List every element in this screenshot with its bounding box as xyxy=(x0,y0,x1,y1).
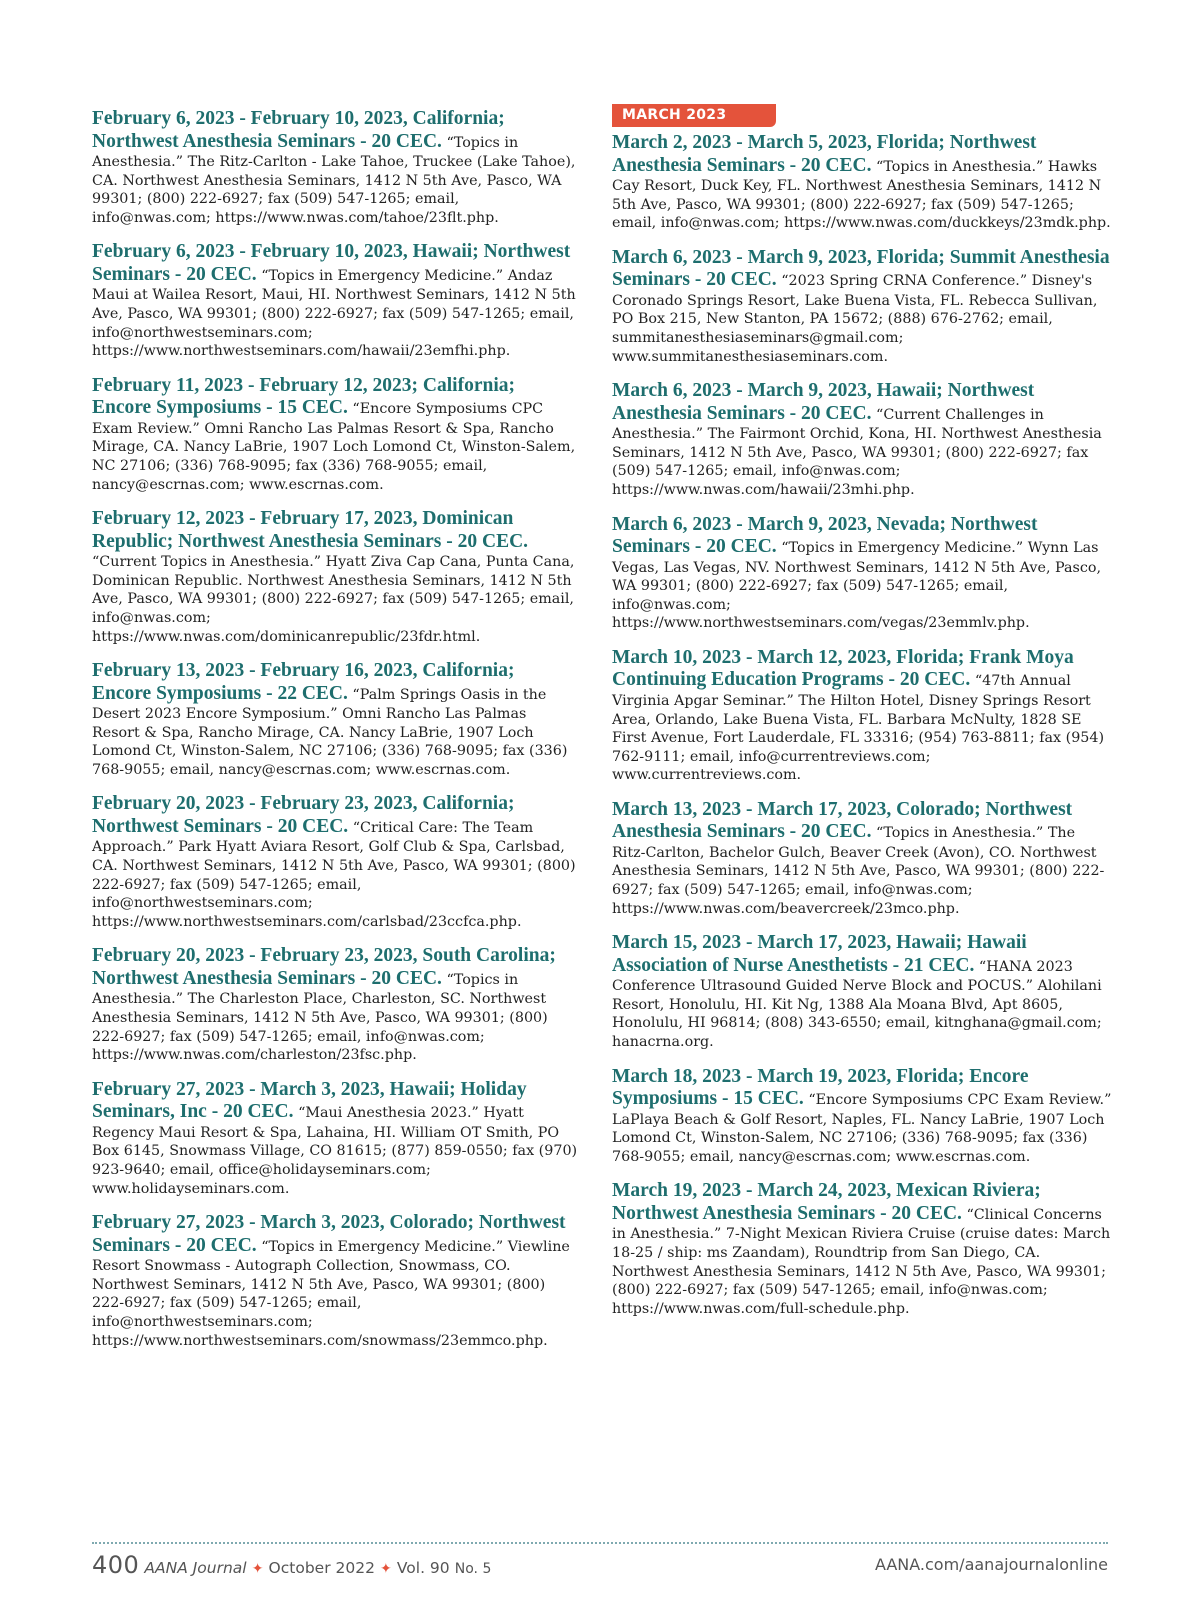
event-entry xyxy=(92,375,578,494)
event-details: “Topics in Anesthesia.” Hawks Cay Resort, Duck Key, FL. Northwest Anesthesia Seminars, 1412 N 5th Ave, Pasco, WA 99301; (800) 222-6927; fax (509) 547-1265; email, info@nwas.com; https://www.nwas.com/duckkeys/23mdk.php. xyxy=(612,158,1111,232)
footer-divider xyxy=(92,1542,1108,1544)
event-entry xyxy=(612,380,1112,499)
event-details: “Topics in Emergency Medicine.” Andaz Maui at Wailea Resort, Maui, HI. Northwest Seminars, 1412 N 5th Ave, Pasco, WA 99301; (800) 222-6927; fax (509) 547-1265; email, info@northwestseminars.com; https://www.northwestseminars.com/hawaii/23emfhi.php. xyxy=(92,267,576,360)
event-details: “Encore Symposiums CPC Exam Review.” Omni Rancho Las Palmas Resort & Spa, Rancho Mirage, CA. Nancy LaBrie, 1907 Loch Lomond Ct, Winston-Salem, NC 27106; (336) 768-9095; fax (336) 768-9055; email, nancy@escrnas.com; www.escrnas.com. xyxy=(92,401,576,493)
event-headline: March 6, 2023 - March 9, 2023, Florida; Summit Anesthesia Seminars - 20 CEC. xyxy=(612,246,1110,291)
event-headline: March 10, 2023 - March 12, 2023, Florida; Frank Moya Continuing Education Programs - 20 CEC. xyxy=(612,646,1074,691)
journal-name: AANA Journal xyxy=(144,1559,247,1577)
event-entry xyxy=(612,1066,1112,1167)
event-details: “Clinical Concerns in Anesthesia.” 7-Night Mexican Riviera Cruise (cruise dates: March 18-25 / ship: ms Zaandam), Roundtrip from San Diego, CA. Northwest Anesthesia Seminars, 1412 N 5th Ave, Pasco, WA 99301; (800) 222-6927; fax (509) 547-1265; email, info@nwas.com; https://www.nwas.com/full-schedule.php. xyxy=(612,1206,1111,1317)
event-entry xyxy=(612,132,1112,233)
event-headline: February 12, 2023 - February 17, 2023, Dominican Republic; Northwest Anesthesia Seminars - 20 CEC. xyxy=(92,508,529,552)
event-headline: March 19, 2023 - March 24, 2023, Mexican Riviera; Northwest Anesthesia Seminars - 20 CEC. xyxy=(612,1180,1041,1224)
event-headline: March 13, 2023 - March 17, 2023, Colorado; Northwest Anesthesia Seminars - 20 CEC. xyxy=(612,798,1073,843)
event-headline: March 2, 2023 - March 5, 2023, Florida; Northwest Anesthesia Seminars - 20 CEC. xyxy=(612,132,1037,176)
event-entry xyxy=(92,1079,578,1198)
footer-citation xyxy=(92,1551,491,1579)
event-entry xyxy=(92,108,578,227)
event-entry xyxy=(92,508,578,646)
event-details: “Palm Springs Oasis in the Desert 2023 Encore Symposium.” Omni Rancho Las Palmas Resort & Spa, Rancho Mirage, CA. Nancy LaBrie, 1907 Loch Lomond Ct, Winston-Salem, NC 27106; (336) 768-9095; fax (336) 768-9055; email, nancy@escrnas.com; www.escrnas.com. xyxy=(92,686,568,778)
page-footer xyxy=(92,1551,1108,1581)
diamond-separator-icon: ✦ xyxy=(251,1561,264,1577)
event-entry xyxy=(92,241,578,360)
event-entry xyxy=(92,660,578,779)
event-entry xyxy=(612,647,1112,785)
event-headline: February 11, 2023 - February 12, 2023; California; Encore Symposiums - 15 CEC. xyxy=(92,374,515,419)
page-number: 400 xyxy=(92,1551,140,1579)
month-label: MARCH 2023 xyxy=(612,104,776,127)
event-entry xyxy=(92,945,578,1064)
event-entry xyxy=(92,1212,578,1350)
event-details: “HANA 2023 Conference Ultrasound Guided Nerve Block and POCUS.” Alohilani Resort, Honolulu, HI. Kit Ng, 1388 Ala Moana Blvd, Apt 8605, Honolulu, HI 96814; (808) 343-6550; email, kitnghana@gmail.com; hanacrna.org. xyxy=(612,958,1102,1051)
event-headline: March 15, 2023 - March 17, 2023, Hawaii; Hawaii Association of Nurse Anesthetists - 21 CEC. xyxy=(612,932,1027,976)
issue-number: No. 5 xyxy=(454,1561,492,1577)
event-headline: February 6, 2023 - February 10, 2023, California; Northwest Anesthesia Seminars - 20 CEC. xyxy=(92,108,505,152)
event-headline: February 27, 2023 - March 3, 2023, Colorado; Northwest Seminars - 20 CEC. xyxy=(92,1212,566,1256)
journal-website-link[interactable]: AANA.com/aanajournalonline xyxy=(874,1555,1108,1574)
event-entry xyxy=(612,932,1112,1051)
event-headline: March 6, 2023 - March 9, 2023, Nevada; Northwest Seminars - 20 CEC. xyxy=(612,513,1038,558)
event-entry xyxy=(612,514,1112,633)
event-headline: March 6, 2023 - March 9, 2023, Hawaii; Northwest Anesthesia Seminars - 20 CEC. xyxy=(612,380,1035,424)
event-entry xyxy=(612,1180,1112,1318)
issue-date: October 2022 xyxy=(268,1559,375,1577)
event-details: “Encore Symposiums CPC Exam Review.” LaPlaya Beach & Golf Resort, Naples, FL. Nancy LaBrie, 1907 Loch Lomond Ct, Winston-Salem, NC 27106; (336) 768-9095; fax (336) 768-9055; email, nancy@escrnas.com; www.escrnas.com. xyxy=(612,1092,1112,1165)
left-column xyxy=(92,108,578,1364)
event-entry xyxy=(612,799,1112,918)
event-headline: February 6, 2023 - February 10, 2023, Hawaii; Northwest Seminars - 20 CEC. xyxy=(92,241,571,285)
event-details: “47th Annual Virginia Apgar Seminar.” The Hilton Hotel, Disney Springs Resort Area, Orlando, Lake Buena Vista, FL. Barbara McNulty, 1828 SE First Avenue, Fort Lauderdale, FL 33316; (954) 763-8811; fax (954) 762-9111; email, info@currentreviews.com; www.currentreviews.com. xyxy=(612,673,1105,784)
right-column xyxy=(612,104,1112,1332)
event-details: “Current Challenges in Anesthesia.” The Fairmont Orchid, Kona, HI. Northwest Anesthesia Seminars, 1412 N 5th Ave, Pasco, WA 99301; (800) 222-6927; fax (509) 547-1265; email, info@nwas.com; https://www.nwas.com/hawaii/23mhi.php. xyxy=(612,406,1102,498)
event-details: “Topics in Anesthesia.” The Ritz-Carlton, Bachelor Gulch, Beaver Creek (Avon), CO. Northwest Anesthesia Seminars, 1412 N 5th Ave, Pasco, WA 99301; (800) 222-6927; fax (509) 547-1265; email, info@nwas.com; https://www.nwas.com/beavercreek/23mco.php. xyxy=(612,825,1105,917)
event-details: “Critical Care: The Team Approach.” Park Hyatt Aviara Resort, Golf Club & Spa, Carlsbad, CA. Northwest Seminars, 1412 N 5th Ave, Pasco, WA 99301; (800) 222-6927; fax (509) 547-1265; email, info@northwestseminars.com; https://www.northwestseminars.com/carlsbad/23ccfca.php. xyxy=(92,819,576,930)
event-headline: February 20, 2023 - February 23, 2023, California; Northwest Seminars - 20 CEC. xyxy=(92,793,515,837)
event-entry xyxy=(92,793,578,931)
event-entry xyxy=(612,247,1112,366)
event-headline: March 18, 2023 - March 19, 2023, Florida; Encore Symposiums - 15 CEC. xyxy=(612,1065,1029,1110)
event-details: “Topics in Anesthesia.” The Ritz-Carlton - Lake Tahoe, Truckee (Lake Tahoe), CA. Northwest Anesthesia Seminars, 1412 N 5th Ave, Pasco, WA 99301; (800) 222-6927; fax (509) 547-1265; email, info@nwas.com; https://www.nwas.com/tahoe/23flt.php. xyxy=(92,134,576,226)
event-details: “Topics in Emergency Medicine.” Wynn Las Vegas, Las Vegas, NV. Northwest Seminars, 1412 N 5th Ave, Pasco, WA 99301; (800) 222-6927; fax (509) 547-1265; email, info@nwas.com; https://www.northwestseminars.com/vegas/23emmlv.php. xyxy=(612,540,1102,632)
volume: Vol. 90 xyxy=(396,1559,450,1577)
event-headline: February 13, 2023 - February 16, 2023, California; Encore Symposiums - 22 CEC. xyxy=(92,660,515,704)
event-headline: February 20, 2023 - February 23, 2023, South Carolina; Northwest Anesthesia Seminars - 20 CEC. xyxy=(92,945,556,989)
diamond-separator-icon: ✦ xyxy=(380,1561,392,1577)
event-details: “Current Topics in Anesthesia.” Hyatt Ziva Cap Cana, Punta Cana, Dominican Republic. Northwest Anesthesia Seminars, 1412 N 5th Ave, Pasco, WA 99301; (800) 222-6927; fax (509) 547-1265; email, info@nwas.com; https://www.nwas.com/dominicanrepublic/23fdr.html. xyxy=(92,554,575,645)
event-details: “Topics in Emergency Medicine.” Viewline Resort Snowmass - Autograph Collection, Snowmass, CO. Northwest Seminars, 1412 N 5th Ave, Pasco, WA 99301; (800) 222-6927; fax (509) 547-1265; email, info@northwestseminars.com; https://www.northwestseminars.com/snowmass/23emmco.php. xyxy=(92,1238,570,1349)
event-details: “2023 Spring CRNA Conference.” Disney's Coronado Springs Resort, Lake Buena Vista, FL. Rebecca Sullivan, PO Box 215, New Stanton, PA 15672; (888) 676-2762; email, summitanesthesiaseminars@gmail.com; www.summitanesthesiaseminars.com. xyxy=(612,273,1098,365)
event-details: “Topics in Anesthesia.” The Charleston Place, Charleston, SC. Northwest Anesthesia Seminars, 1412 N 5th Ave, Pasco, WA 99301; (800) 222-6927; fax (509) 547-1265; email, info@nwas.com; https://www.nwas.com/charleston/23fsc.php. xyxy=(92,971,548,1064)
event-headline: February 27, 2023 - March 3, 2023, Hawaii; Holiday Seminars, Inc - 20 CEC. xyxy=(92,1078,527,1123)
event-details: “Maui Anesthesia 2023.” Hyatt Regency Maui Resort & Spa, Lahaina, HI. William OT Smith, PO Box 6145, Snowmass Village, CO 81615; (877) 859-0550; fax (970) 923-9640; email, office@holidayseminars.com; www.holidayseminars.com. xyxy=(92,1105,578,1197)
